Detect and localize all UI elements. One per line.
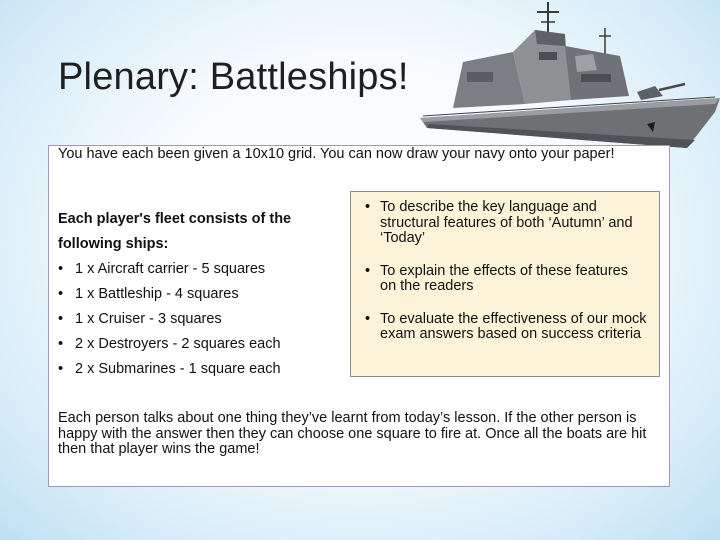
battleship-image	[415, 0, 720, 150]
outro-text: Each person talks about one thing they’ve learnt from today’s lesson. If the other person is happy with the answer then they can choose one square to fire at. Once all the boats are hit then that player wins the game!	[58, 410, 647, 457]
fleet-item: • 1 x Cruiser - 3 squares	[58, 307, 338, 332]
objective-item: • To describe the key language and structural features of both ‘Autumn’ and ‘Today’	[363, 200, 647, 247]
objective-item: • To explain the effects of these features on the readers	[363, 264, 647, 295]
objectives-box	[350, 191, 660, 377]
intro-text: You have each been given a 10x10 grid. You can now draw your navy onto your paper!	[58, 146, 615, 162]
fleet-item: • 2 x Destroyers - 2 squares each	[58, 332, 338, 357]
fleet-item: • 2 x Submarines - 1 square each	[58, 357, 338, 382]
fleet-section	[58, 207, 338, 382]
objective-item: • To evaluate the effectiveness of our mock exam answers based on success criteria	[363, 312, 647, 343]
fleet-item: • 1 x Battleship - 4 squares	[58, 282, 338, 307]
objectives-list	[363, 200, 647, 343]
slide-title: Plenary: Battleships!	[58, 56, 409, 98]
fleet-item: • 1 x Aircraft carrier - 5 squares	[58, 257, 338, 282]
fleet-heading: Each player's fleet consists of the following ships:	[58, 211, 292, 252]
fleet-list	[58, 257, 338, 382]
